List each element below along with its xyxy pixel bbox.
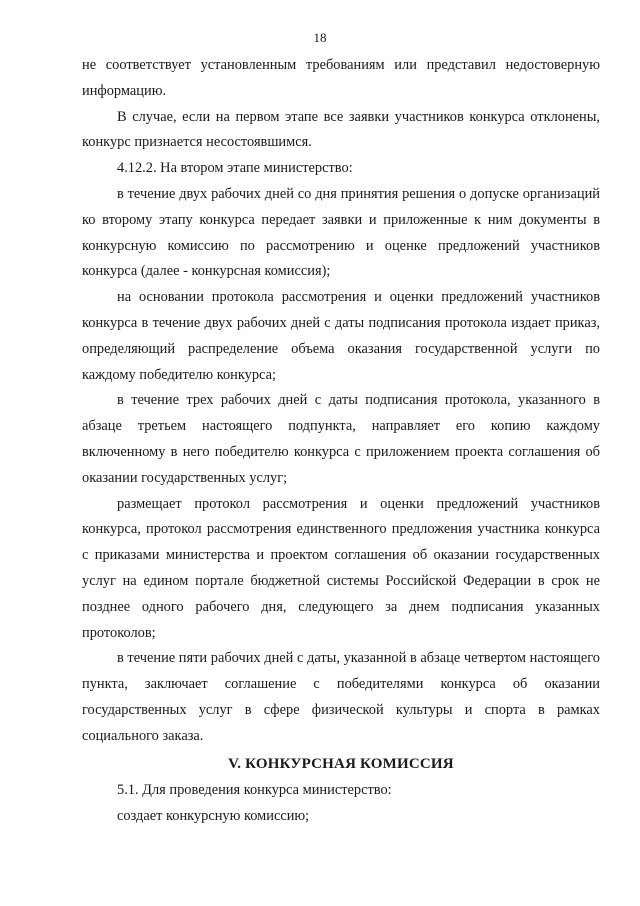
- section-heading: V. КОНКУРСНАЯ КОМИССИЯ: [228, 755, 454, 772]
- paragraph-section-5-1: 5.1. Для проведения конкурса министерство:: [117, 782, 392, 799]
- paragraph-create-commission: создает конкурсную комиссию;: [117, 808, 310, 825]
- paragraph-first-stage-rejection: В случае, если на первом этапе все заявки участников конкурса отклонены, конкурс признается несостоявшимся.: [82, 108, 600, 151]
- paragraph-continuation: не соответствует установленным требованиям или представил недостоверную информацию.: [82, 57, 600, 99]
- paragraph-transfer-applications: в течение двух рабочих дней со дня принятия решения о допуске организаций ко второму этапу конкурса передает заявки и приложенные к ним документы в конкурсную комиссию по рассмотрению и оценке предложений участников конкурса (далее - конкурсная комиссия);: [82, 185, 600, 280]
- paragraph-issue-order: на основании протокола рассмотрения и оценки предложений участников конкурса в течение двух рабочих дней с даты подписания протокола издает приказ, определяющий распределение объема оказания государственной услуги по каждому победителю конкурса;: [82, 289, 600, 383]
- paragraph-second-stage-header: 4.12.2. На втором этапе министерство:: [117, 160, 353, 177]
- page-number: 18: [313, 30, 327, 45]
- document-body: [82, 53, 600, 830]
- paragraph-conclude-agreement: в течение пяти рабочих дней с даты, указанной в абзаце четвертом настоящего пункта, заключает соглашение с победителями конкурса об оказании государственных услуг в сфере физической культуры и спорта в рамках социального заказа.: [82, 650, 600, 744]
- paragraph-send-copy: в течение трех рабочих дней с даты подписания протокола, указанного в абзаце третьем настоящего подпункта, направляет его копию каждому включенному в него победителю конкурса с приложением проекта соглашения об оказании государственных услуг;: [82, 392, 600, 486]
- paragraph-publish-protocol: размещает протокол рассмотрения и оценки предложений участников конкурса, протокол рассмотрения единственного предложения участника конкурса с приказами министерства и проектом соглашения об оказании государственных услуг на едином портале бюджетной системы Российской Федерации в срок не позднее одного рабочего дня, следующего за днем подписания указанных протоколов;: [82, 495, 600, 641]
